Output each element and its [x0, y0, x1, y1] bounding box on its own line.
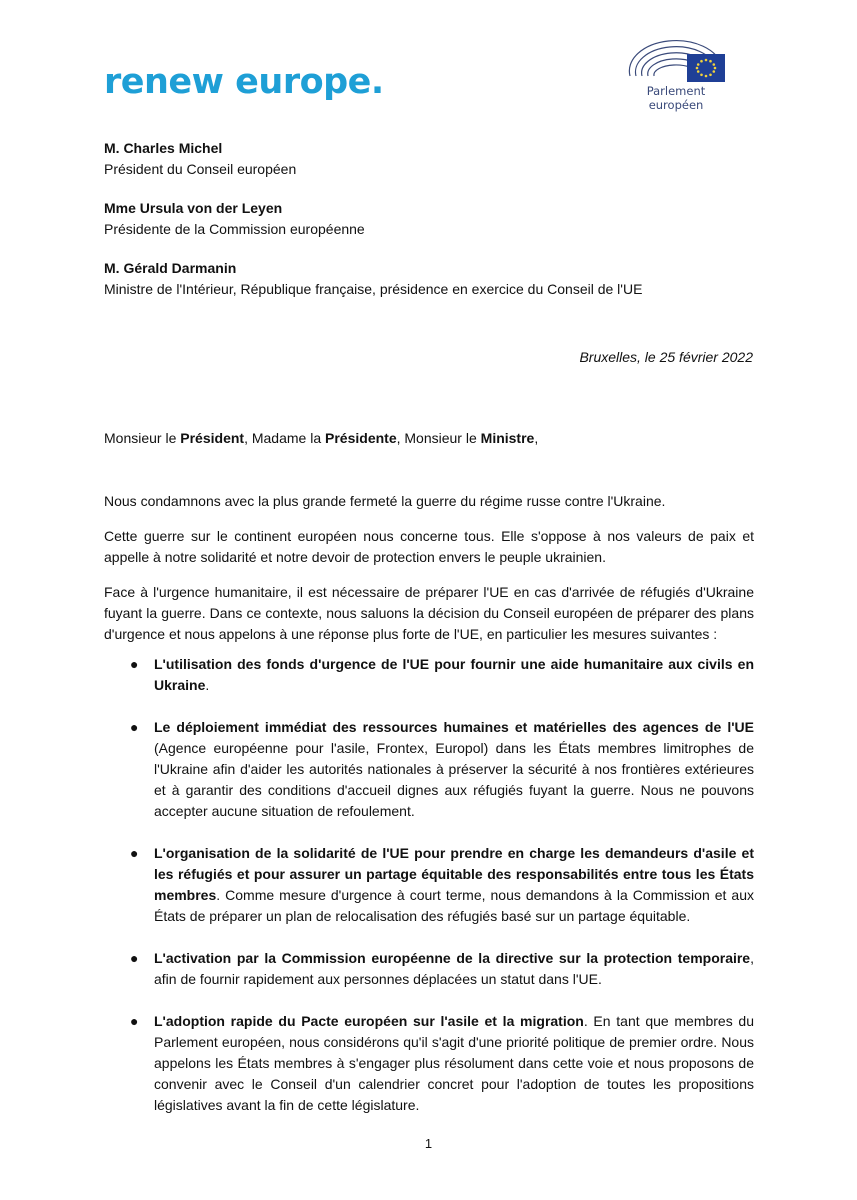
list-item: ● Le déploiement immédiat des ressources humaines et matérielles des agences de l'UE (Agence européenne pour l'asile, Frontex, Europol) dans les États membres limitrophes de l'Ukraine afin d'aider les autorités nationales à préserver la sécurité à nos frontières extérieures et à garantir des conditions d'accueil dignes aux réfugiés fuyant la guerre. Nous ne pouvons accepter aucune situation de refoulement. — [130, 719, 754, 819]
paragraph-condemnation: Nous condamnons avec la plus grande fermeté la guerre du régime russe contre l'Ukraine. — [104, 493, 666, 509]
bullet-icon: ● — [130, 950, 139, 966]
letter-date: Bruxelles, le 25 février 2022 — [579, 349, 753, 365]
list-item: ● L'activation par la Commission européenne de la directive sur la protection temporaire, afin de fournir rapidement aux personnes déplacées un statut dans l'UE. — [130, 950, 754, 987]
recipient-name: M. Charles Michel — [104, 140, 223, 156]
bullet-icon: ● — [130, 656, 139, 672]
list-item: ● L'adoption rapide du Pacte européen sur l'asile et la migration. En tant que membres du Parlement européen, nous considérons qu'il s'agit d'une priorité politique de premier ordre. Nous appelons les États membres à s'engager plus résolument dans cette voie et nous proposons de convenir avec le Conseil d'un calendrier concret pour l'adoption de toutes les propositions législatives avant la fin de cette législature. — [130, 1013, 754, 1113]
list-item: ● L'organisation de la solidarité de l'UE pour prendre en charge les demandeurs d'asile et les réfugiés et pour assurer un partage équitable des responsabilités entre tous les États membres. Comme mesure d'urgence à court terme, nous demandons à la Commission et aux États de préparer un plan de relocalisation des réfugiés basé sur un partage équitable. — [130, 845, 754, 924]
european-parliament-caption: Parlement européen — [646, 84, 706, 112]
recipient-title: Ministre de l'Intérieur, République française, présidence en exercice du Conseil de l'UE — [104, 281, 643, 297]
recipient-name: M. Gérald Darmanin — [104, 260, 237, 276]
recipient-charles-michel — [104, 138, 764, 180]
recipients-block — [104, 138, 764, 318]
measures-list — [130, 654, 754, 1137]
recipient-title: Président du Conseil européen — [104, 161, 297, 177]
paragraph-solidarity: Cette guerre sur le continent européen nous concerne tous. Elle s'oppose à nos valeurs de paix et appelle à notre solidarité et notre devoir de protection envers le peuple ukrainien. — [104, 528, 754, 565]
salutation: Monsieur le Président, Madame la Présidente, Monsieur le Ministre, — [104, 430, 539, 446]
bullet-icon: ● — [130, 845, 139, 861]
recipient-ursula-von-der-leyen — [104, 198, 764, 240]
paragraph-humanitarian: Face à l'urgence humanitaire, il est nécessaire de préparer l'UE en cas d'arrivée de réfugiés d'Ukraine fuyant la guerre. Dans ce contexte, nous saluons la décision du Conseil européen de préparer des plans d'urgence et nous appelons à une réponse plus forte de l'UE, en particulier les mesures suivantes : — [104, 584, 754, 642]
recipient-title: Présidente de la Commission européenne — [104, 221, 365, 237]
recipient-gerald-darmanin — [104, 258, 764, 300]
recipient-name: Mme Ursula von der Leyen — [104, 200, 283, 216]
letter-body — [104, 428, 754, 659]
renew-europe-logo: renew europe. — [104, 62, 384, 102]
bullet-icon: ● — [130, 1013, 139, 1029]
page-number: 1 — [424, 1136, 433, 1151]
bullet-icon: ● — [130, 719, 139, 735]
list-item: ● L'utilisation des fonds d'urgence de l'UE pour fournir une aide humanitaire aux civils en Ukraine. — [130, 656, 754, 693]
